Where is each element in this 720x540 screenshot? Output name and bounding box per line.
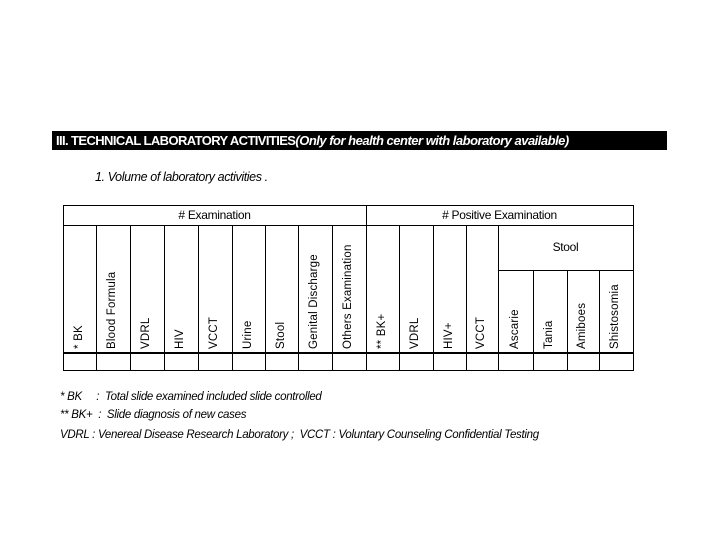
data-cell[interactable] <box>233 354 265 370</box>
column-header: Amiboes <box>576 302 588 349</box>
section-title-bar <box>52 131 667 150</box>
column-header: VCCT <box>208 316 220 349</box>
data-cell[interactable] <box>467 354 498 370</box>
examination-group-header: # Examination <box>178 208 251 222</box>
column-divider <box>96 225 97 370</box>
column-header: Tania <box>543 320 555 349</box>
column-header: Blood Formula <box>106 271 118 349</box>
column-divider <box>466 225 467 370</box>
column-header: Others Examination <box>342 244 354 349</box>
section-title-note: (Only for health center with laboratory available) <box>295 133 569 148</box>
group-header-divider <box>63 225 634 226</box>
column-divider <box>265 225 266 370</box>
column-divider <box>433 225 434 370</box>
column-header: VCCT <box>475 316 487 349</box>
table-border-bottom <box>63 370 634 371</box>
column-divider <box>198 225 199 370</box>
positive-examination-group-header: # Positive Examination <box>442 208 557 222</box>
column-header: Urine <box>241 320 254 349</box>
column-divider <box>63 205 64 370</box>
section-title: III. TECHNICAL LABORATORY ACTIVITIES <box>56 133 296 148</box>
footnote-bk-plus: ** BK+ : Slide diagnosis of new cases <box>60 409 247 421</box>
column-header: HIV <box>174 329 186 349</box>
column-header: ** BK+ <box>375 313 388 349</box>
column-header: Stool <box>274 321 287 349</box>
column-header: HIV+ <box>442 322 455 349</box>
data-cell[interactable] <box>64 354 96 370</box>
data-cell[interactable] <box>131 354 164 370</box>
data-cell[interactable] <box>97 354 130 370</box>
data-cell[interactable] <box>333 354 366 370</box>
data-cell[interactable] <box>367 354 399 370</box>
column-header: Ascarie <box>508 309 521 349</box>
column-divider <box>130 225 131 370</box>
data-cell[interactable] <box>199 354 232 370</box>
column-divider <box>332 225 333 370</box>
column-header: Shistosomia <box>609 284 621 349</box>
data-cell[interactable] <box>400 354 433 370</box>
stool-header-divider <box>498 270 634 271</box>
table-border-top <box>63 205 634 206</box>
footnote-abbreviations: VDRL : Venereal Disease Research Laboratory ; VCCT : Voluntary Counseling Confidential Testing <box>60 429 539 441</box>
data-cell[interactable] <box>165 354 198 370</box>
data-cell[interactable] <box>499 354 533 370</box>
column-divider <box>366 205 367 370</box>
data-cell[interactable] <box>568 354 599 370</box>
data-cell[interactable] <box>299 354 332 370</box>
column-divider <box>298 225 299 370</box>
subsection-title: 1. Volume of laboratory activities . <box>95 170 268 184</box>
data-cell[interactable] <box>534 354 567 370</box>
column-divider <box>164 225 165 370</box>
column-divider <box>232 225 233 370</box>
column-divider <box>399 225 400 370</box>
stool-group-header: Stool <box>552 240 579 254</box>
column-header: * BK <box>72 325 85 349</box>
column-divider <box>633 205 634 370</box>
data-cell[interactable] <box>266 354 298 370</box>
column-header: VDRL <box>140 317 152 349</box>
footnote-bk: * BK : Total slide examined included slide controlled <box>60 391 322 403</box>
column-header: VDRL <box>409 317 421 349</box>
column-header: Genital Discharge <box>308 254 320 349</box>
data-cell[interactable] <box>600 354 633 370</box>
data-cell[interactable] <box>434 354 466 370</box>
